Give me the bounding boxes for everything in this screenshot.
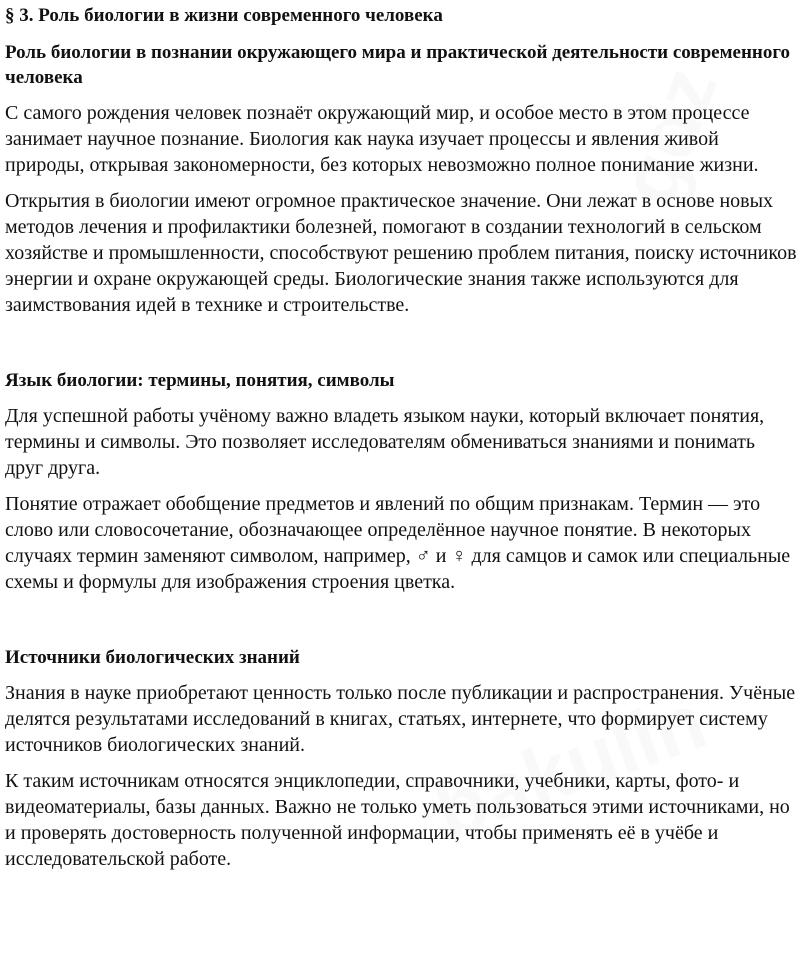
paragraph: Для успешной работы учёному важно владеть языком науки, который включает понятия, термины и символы. Это позволяет исследователям обмениваться знаниями и понимать друг друга. (5, 405, 765, 479)
section-heading-language: Язык биологии: термины, понятия, символы (5, 370, 395, 391)
paragraph: Знания в науке приобретают ценность только после публикации и распространения. Учёные делятся результатами исследований в книгах, статьях, интернете, что формирует систему источников биологических знаний. (5, 682, 796, 756)
paragraph: Понятие отражает обобщение предметов и явлений по общим признакам. Термин — это слово или словосочетание, обозначающее определённое научное понятие. В некоторых случаях термин заменяют символом, например, ♂ и ♀ для самцов и самок или специальные схемы и формулы для изображения строения цветка. (5, 493, 791, 593)
section-gap (5, 328, 797, 368)
section-heading-role: Роль биологии в познании окружающего мира и практической деятельности современного человека (5, 42, 790, 88)
document-page (5, 0, 797, 882)
section-gap (5, 605, 797, 645)
section-heading-sources: Источники биологических знаний (5, 647, 300, 668)
paragraph: С самого рождения человек познаёт окружающий мир, и особое место в этом процессе занимает научное познание. Биология как наука изучает процессы и явления живой природы, открывая закономерности, без которых невозможно полное понимание жизни. (5, 102, 759, 176)
paragraph: Открытия в биологии имеют огромное практическое значение. Они лежат в основе новых методов лечения и профилактики болезней, помогают в создании технологий в сельском хозяйстве и промышленности, способствуют решению проблем питания, поиску источников энергии и охране окружающей среды. Биологические знания также используются для заимствования идей в технике и строительстве. (5, 190, 797, 316)
paragraph: К таким источникам относятся энциклопедии, справочники, учебники, карты, фото- и видеоматериалы, базы данных. Важно не только уметь пользоваться этими источниками, но и проверять достоверность полученной информации, чтобы применять её в учёбе и исследовательской работе. (5, 770, 790, 870)
page-title: § 3. Роль биологии в жизни современного человека (5, 5, 443, 26)
